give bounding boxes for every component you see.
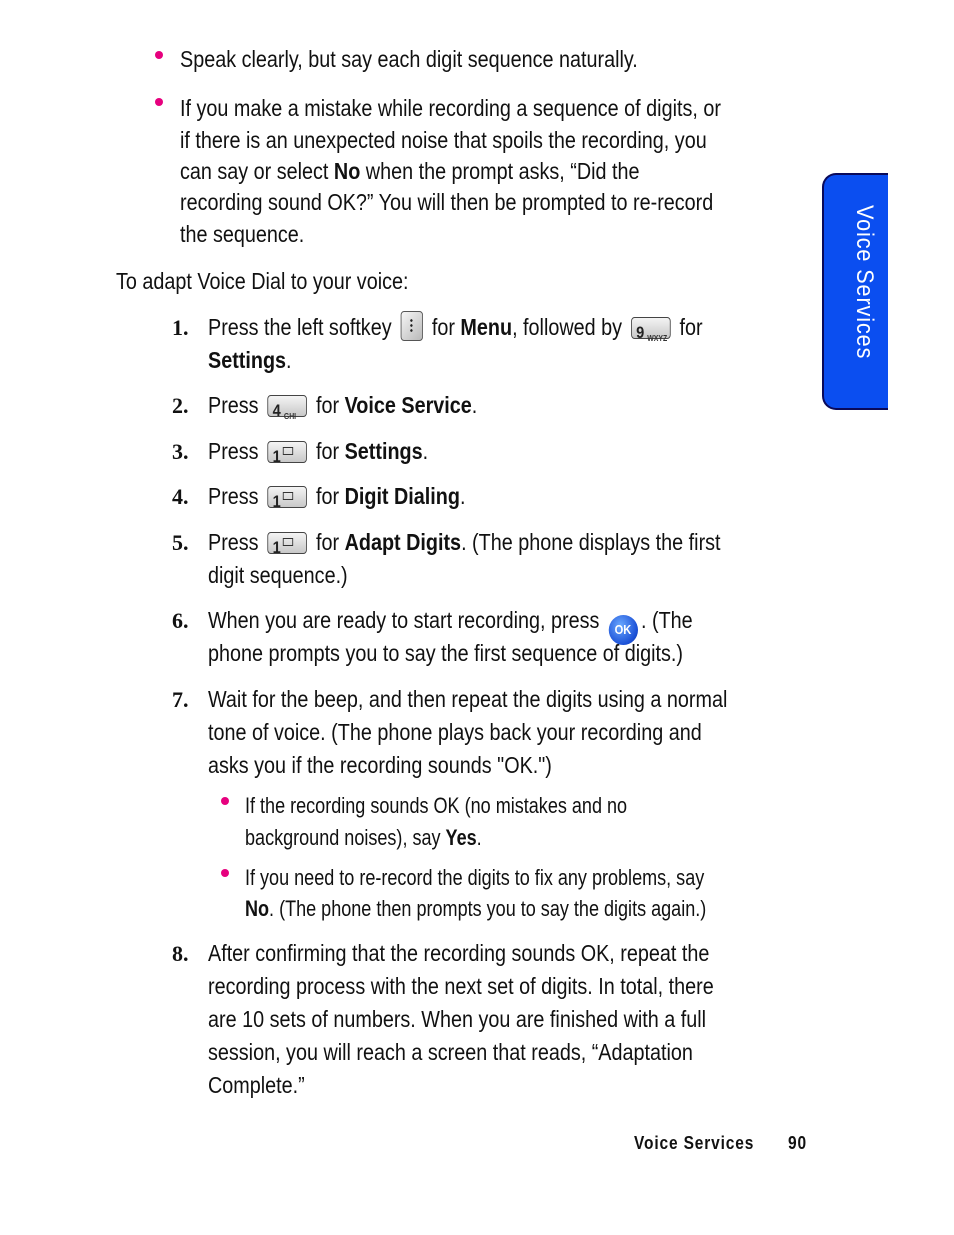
step-text: Settings.: [208, 347, 292, 373]
ok-key-icon: OK: [608, 615, 637, 645]
step-text: Press 1 for Digit Dialing.: [208, 483, 466, 511]
step-number: 4.: [172, 484, 189, 509]
step-number: 2.: [172, 393, 189, 418]
step-number: 8.: [172, 941, 189, 966]
step-text: are 10 sets of numbers. When you are finished with a full: [208, 1006, 707, 1032]
key-1-icon: 1: [268, 486, 308, 508]
intro-text: To adapt Voice Dial to your voice:: [116, 268, 409, 294]
step-number: 1.: [172, 315, 189, 340]
step-text: After confirming that the recording sounds OK, repeat the: [208, 940, 710, 966]
step-text: Press 1 for Adapt Digits. (The phone displays the first: [208, 529, 721, 557]
step-text: asks you if the recording sounds "OK."): [208, 752, 552, 778]
bullet-text: if there is an unexpected noise that spoils the recording, you: [180, 127, 707, 153]
step-text: Complete.”: [208, 1072, 305, 1098]
step-text: Press 1 for Settings.: [208, 438, 429, 466]
key-9-icon: 9 WXYZ: [631, 317, 671, 339]
step-text: When you are ready to start recording, press OK . (The: [208, 604, 693, 645]
step-text: phone prompts you to say the first sequence of digits.): [208, 640, 683, 666]
bullet-dot: [155, 98, 163, 106]
step-number: 3.: [172, 439, 189, 464]
step-text: tone of voice. (The phone plays back your recording and: [208, 719, 702, 745]
step-text: Press the left softkey for Menu, followed by 9 WXYZ for: [208, 311, 703, 343]
footer-section: Voice Services: [634, 1133, 755, 1153]
section-tab-label: Voice Services: [851, 205, 878, 360]
sub-bullet-text: No. (The phone then prompts you to say the digits again.): [245, 896, 707, 921]
key-1-icon: 1: [268, 441, 308, 463]
key-4-icon: 4 GHI: [268, 395, 308, 417]
step-text: Wait for the beep, and then repeat the digits using a normal: [208, 686, 728, 712]
bullet-text: the sequence.: [180, 221, 305, 247]
bullet-text: If you make a mistake while recording a sequence of digits, or: [180, 95, 721, 121]
bullet-text: recording sound OK?” You will then be prompted to re-record: [180, 189, 714, 215]
bullet-text: Speak clearly, but say each digit sequence naturally.: [180, 46, 638, 72]
left-softkey-icon: [401, 311, 423, 341]
bullet-dot: [221, 797, 229, 805]
step-text: session, you will reach a screen that reads, “Adaptation: [208, 1039, 693, 1065]
bullet-dot: [221, 869, 229, 877]
bullet-text: can say or select No when the prompt asks, “Did the: [180, 158, 640, 184]
step-text: recording process with the next set of digits. In total, there: [208, 973, 714, 999]
sub-bullet-text: If the recording sounds OK (no mistakes and no: [245, 793, 628, 818]
sub-bullet-text: If you need to re-record the digits to fix any problems, say: [245, 865, 705, 890]
page-number: 90: [788, 1133, 807, 1153]
step-number: 5.: [172, 530, 189, 555]
step-text: Press 4 GHI for Voice Service.: [208, 392, 478, 421]
sub-bullet-text: background noises), say Yes.: [245, 825, 482, 850]
step-number: 6.: [172, 608, 189, 633]
step-text: digit sequence.): [208, 562, 348, 588]
bullet-dot: [155, 51, 163, 59]
key-1-icon: 1: [268, 532, 308, 554]
step-number: 7.: [172, 687, 189, 712]
